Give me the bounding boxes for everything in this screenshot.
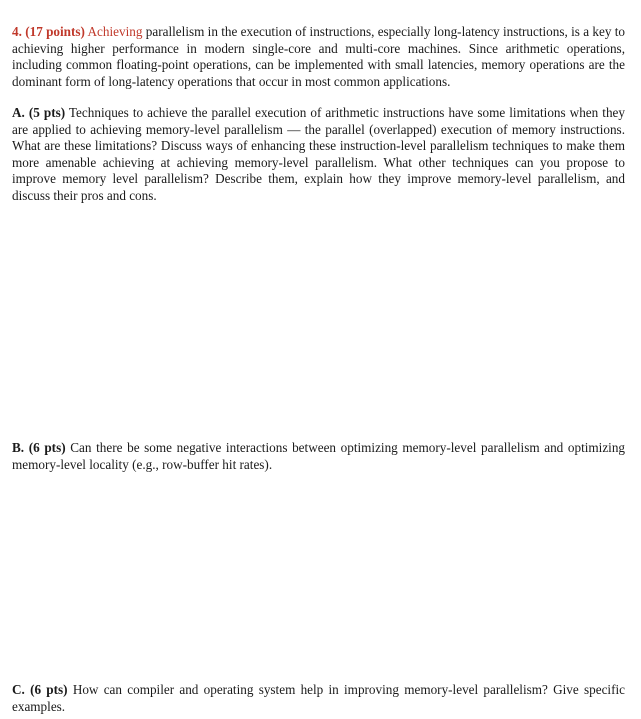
part-c-points: (6 pts) xyxy=(30,682,68,697)
question-points: (17 points) xyxy=(25,24,85,39)
part-c-text: How can compiler and operating system help in improving memory-level parallelism? Give specific examples. xyxy=(12,682,625,714)
part-a-text: Techniques to achieve the parallel execution of arithmetic instructions have some limitations when they are applied to achieving memory-level parallelism — the parallel (overlapped) execution of memory instructions. What are these limitations? Discuss ways of enhancing these instruction-level parallelism techniques to make them more amenable achieving at achieving memory-level parallelism. What other techniques can you propose to improve memory level parallelism? Describe them, explain how they improve memory-level parallelism, and discuss their pros and cons. xyxy=(12,105,625,203)
part-c-label: C. xyxy=(12,682,25,697)
part-c xyxy=(12,682,625,715)
question-text: parallelism in the execution of instructions, especially long-latency instructions, is a key to achieving higher performance in modern single-core and multi-core machines. Since arithmetic operations, including common floating-point operations, can be implemented with small latencies, memory operations are the dominant form of long-latency operations that occur in most common applications. xyxy=(12,24,625,89)
part-a-label: A. xyxy=(12,105,25,120)
part-b xyxy=(12,440,625,473)
part-b-label: B. xyxy=(12,440,25,455)
part-b-text: Can there be some negative interactions between optimizing memory-level parallelism and optimizing memory-level locality (e.g., row-buffer hit rates). xyxy=(12,440,626,472)
part-a xyxy=(12,105,625,204)
question-4-intro xyxy=(12,24,625,90)
question-number: 4. xyxy=(12,24,22,39)
question-lead: Achieving xyxy=(87,24,143,39)
part-b-points: (6 pts) xyxy=(28,440,66,455)
part-a-points: (5 pts) xyxy=(28,105,66,120)
